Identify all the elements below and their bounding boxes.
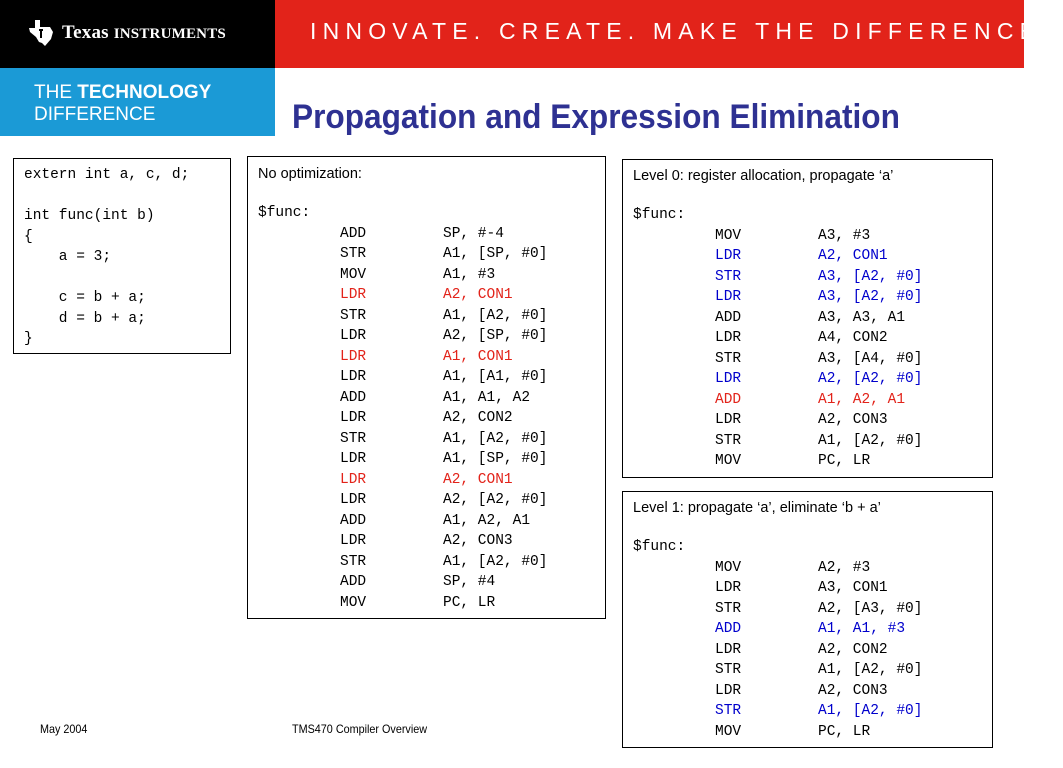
asm-operands: A1, [A2, #0] <box>443 553 548 570</box>
asm-operands: A1, [A1, #0] <box>443 369 548 385</box>
header-slogan <box>310 18 1063 45</box>
tagline-difference: DIFFERENCE <box>34 104 156 125</box>
slogan-part-2: CREATE. <box>498 18 641 44</box>
asm-instruction-row <box>715 578 922 599</box>
asm-opcode: LDR <box>340 369 367 385</box>
asm-operands: A1, A2, A1 <box>818 391 906 408</box>
asm-instruction-row <box>340 408 547 429</box>
asm-operands: A1, [SP, #0] <box>443 451 548 467</box>
source-code-line: { <box>24 228 33 245</box>
footer-date: May 2004 <box>40 722 88 736</box>
asm-operands: PC, LR <box>818 723 871 740</box>
asm-operands: A3, [A4, #0] <box>818 350 923 367</box>
asm-operands: SP, #4 <box>443 574 496 590</box>
func-label: $func: <box>258 205 311 221</box>
asm-operands: A2, CON2 <box>818 641 888 658</box>
asm-opcode: ADD <box>715 309 742 326</box>
asm-operands: A3, [A2, #0] <box>818 289 923 305</box>
source-code-line: d = b + a; <box>24 310 146 327</box>
asm-instruction-row <box>715 369 922 390</box>
asm-opcode: LDR <box>715 330 742 346</box>
asm-instruction-row <box>715 410 922 431</box>
source-code-lines <box>24 165 189 350</box>
asm-instruction-row <box>340 265 547 286</box>
asm-operands: A1, [SP, #0] <box>443 246 548 262</box>
asm-opcode: MOV <box>715 559 742 576</box>
asm-instruction-row <box>340 244 547 265</box>
asm-opcode: STR <box>715 662 742 678</box>
asm-opcode: STR <box>340 307 367 324</box>
asm-opcode: LDR <box>340 471 367 488</box>
asm-instruction-row <box>340 285 547 306</box>
level0-box <box>622 159 993 478</box>
asm-operands: A1, [A2, #0] <box>443 307 548 324</box>
logo-main: Texas <box>62 22 109 43</box>
trademark-symbol: ™ <box>1053 22 1063 33</box>
source-code-line: int func(int b) <box>24 208 155 224</box>
asm-instruction-row <box>340 572 547 593</box>
no-optimization-heading: No optimization: <box>258 166 362 182</box>
logo-sub: INSTRUMENTS <box>113 26 226 42</box>
asm-opcode: ADD <box>715 391 742 408</box>
asm-operands: A1, [A2, #0] <box>818 432 923 449</box>
asm-opcode: MOV <box>340 266 367 283</box>
tagline-technology: TECHNOLOGY <box>77 82 212 103</box>
asm-opcode: STR <box>340 430 367 447</box>
asm-instruction-row <box>715 599 922 620</box>
asm-operands: A1, A1, #3 <box>818 621 906 637</box>
level1-box <box>622 491 993 748</box>
asm-instruction-row <box>340 449 547 470</box>
asm-opcode: STR <box>715 600 742 617</box>
header-tagline <box>34 82 211 126</box>
asm-instruction-row <box>715 246 922 267</box>
asm-operands: A2, [SP, #0] <box>443 328 548 344</box>
tagline-the: THE <box>34 82 78 103</box>
asm-opcode: LDR <box>340 451 367 467</box>
asm-opcode: LDR <box>340 492 367 508</box>
asm-operands: A2, CON3 <box>818 682 888 699</box>
asm-opcode: ADD <box>715 621 742 637</box>
source-code-line <box>24 186 189 207</box>
asm-instruction-row <box>715 267 922 288</box>
slide-title: Propagation and Expression Elimination <box>292 98 900 136</box>
func-label: $func: <box>633 207 686 223</box>
asm-instruction-row <box>715 451 922 472</box>
asm-opcode: ADD <box>340 574 367 590</box>
asm-operands: A3, [A2, #0] <box>818 268 923 285</box>
source-code-line <box>24 268 189 289</box>
asm-opcode: ADD <box>340 389 367 406</box>
asm-opcode: STR <box>715 432 742 449</box>
asm-opcode: LDR <box>340 287 367 303</box>
asm-instruction-row <box>340 470 547 491</box>
asm-instruction-row <box>715 681 922 702</box>
level1-code <box>715 558 922 743</box>
source-code-box <box>13 158 231 354</box>
asm-operands: A1, A2, A1 <box>443 512 531 529</box>
asm-operands: A1, A1, A2 <box>443 389 531 406</box>
asm-opcode: LDR <box>715 248 742 264</box>
asm-opcode: LDR <box>715 641 742 658</box>
asm-instruction-row <box>340 224 547 245</box>
asm-instruction-row <box>715 349 922 370</box>
asm-instruction-row <box>340 511 547 532</box>
asm-operands: A3, #3 <box>818 227 871 244</box>
ti-logo <box>26 18 226 48</box>
asm-operands: A3, CON1 <box>818 580 888 596</box>
asm-operands: A2, CON1 <box>443 287 513 303</box>
asm-instruction-row <box>340 367 547 388</box>
asm-operands: PC, LR <box>443 594 496 611</box>
source-code-line: a = 3; <box>24 249 112 265</box>
level1-heading: Level 1: propagate ‘a’, eliminate ‘b + a’ <box>633 500 881 516</box>
texas-state-icon <box>26 18 56 48</box>
asm-operands: A2, [A2, #0] <box>818 371 923 387</box>
asm-opcode: LDR <box>715 580 742 596</box>
asm-operands: A2, CON1 <box>818 248 888 264</box>
asm-operands: SP, #-4 <box>443 225 504 242</box>
asm-instruction-row <box>715 558 922 579</box>
asm-opcode: STR <box>715 268 742 285</box>
asm-instruction-row <box>715 701 922 722</box>
asm-operands: A2, CON1 <box>443 471 513 488</box>
asm-operands: A2, CON3 <box>443 533 513 549</box>
asm-instruction-row <box>340 531 547 552</box>
asm-operands: A4, CON2 <box>818 330 888 346</box>
asm-opcode: LDR <box>715 289 742 305</box>
source-code-line: } <box>24 331 33 347</box>
asm-opcode: ADD <box>340 512 367 529</box>
asm-opcode: MOV <box>715 723 742 740</box>
slogan-part-1: INNOVATE. <box>310 18 487 44</box>
asm-operands: A3, A3, A1 <box>818 309 906 326</box>
asm-instruction-row <box>715 226 922 247</box>
no-optimization-code <box>340 224 547 614</box>
footer-presentation-name: TMS470 Compiler Overview <box>292 722 428 736</box>
asm-instruction-row <box>715 640 922 661</box>
asm-operands: A1, [A2, #0] <box>818 703 923 719</box>
level0-code <box>715 226 922 472</box>
asm-opcode: STR <box>715 703 742 719</box>
asm-opcode: LDR <box>340 328 367 344</box>
asm-instruction-row <box>340 593 547 614</box>
asm-opcode: LDR <box>715 371 742 387</box>
asm-operands: A1, #3 <box>443 266 496 283</box>
asm-opcode: ADD <box>340 225 367 242</box>
asm-opcode: LDR <box>715 412 742 428</box>
asm-operands: PC, LR <box>818 453 871 469</box>
asm-operands: A1, CON1 <box>443 348 513 365</box>
asm-instruction-row <box>715 287 922 308</box>
level0-heading: Level 0: register allocation, propagate ‘a’ <box>633 168 894 184</box>
no-optimization-box <box>247 156 606 619</box>
asm-instruction-row <box>715 390 922 411</box>
asm-operands: A1, [A2, #0] <box>818 662 923 678</box>
asm-opcode: MOV <box>715 227 742 244</box>
asm-opcode: LDR <box>340 410 367 426</box>
asm-operands: A1, [A2, #0] <box>443 430 548 447</box>
source-code-line: c = b + a; <box>24 290 146 306</box>
func-label: $func: <box>633 539 686 555</box>
asm-opcode: LDR <box>715 682 742 699</box>
asm-instruction-row <box>715 431 922 452</box>
asm-instruction-row <box>715 308 922 329</box>
asm-instruction-row <box>340 388 547 409</box>
asm-opcode: LDR <box>340 533 367 549</box>
asm-instruction-row <box>340 326 547 347</box>
asm-opcode: MOV <box>715 453 742 469</box>
asm-operands: A2, #3 <box>818 559 871 576</box>
asm-operands: A2, [A2, #0] <box>443 492 548 508</box>
asm-instruction-row <box>715 619 922 640</box>
source-code-line: extern int a, c, d; <box>24 167 190 183</box>
ti-logo-text <box>62 22 226 44</box>
asm-instruction-row <box>340 306 547 327</box>
asm-opcode: MOV <box>340 594 367 611</box>
asm-instruction-row <box>340 552 547 573</box>
asm-instruction-row <box>340 429 547 450</box>
asm-opcode: LDR <box>340 348 367 365</box>
asm-operands: A2, [A3, #0] <box>818 600 923 617</box>
asm-instruction-row <box>715 722 922 743</box>
asm-operands: A2, CON2 <box>443 410 513 426</box>
asm-instruction-row <box>715 660 922 681</box>
asm-opcode: STR <box>340 553 367 570</box>
asm-opcode: STR <box>340 246 367 262</box>
asm-instruction-row <box>340 347 547 368</box>
slogan-part-3: MAKE THE DIFFERENCE. <box>652 18 1054 44</box>
asm-opcode: STR <box>715 350 742 367</box>
asm-instruction-row <box>340 490 547 511</box>
asm-instruction-row <box>715 328 922 349</box>
asm-operands: A2, CON3 <box>818 412 888 428</box>
